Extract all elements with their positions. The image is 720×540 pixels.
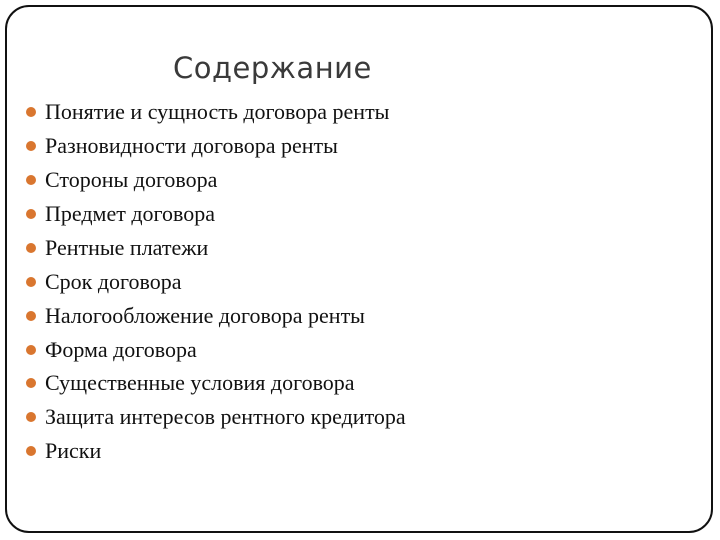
list-item-label: Риски bbox=[45, 438, 102, 463]
list-item-label: Стороны договора bbox=[45, 167, 218, 192]
list-item-label: Налогообложение договора ренты bbox=[45, 303, 365, 328]
list-item-label: Понятие и сущность договора ренты bbox=[45, 99, 390, 124]
list-item bbox=[22, 267, 182, 297]
list-item bbox=[22, 199, 215, 229]
list-item bbox=[22, 436, 101, 466]
bullet-icon bbox=[26, 345, 36, 355]
bullet-icon bbox=[26, 175, 36, 185]
list-item-label: Защита интересов рентного кредитора bbox=[45, 404, 406, 429]
list-item-label: Предмет договора bbox=[45, 201, 216, 226]
list-item bbox=[22, 233, 208, 263]
list-item-label: Разновидности договора ренты bbox=[45, 133, 338, 158]
list-item bbox=[22, 335, 197, 365]
list-item bbox=[22, 368, 355, 398]
list-item bbox=[22, 165, 217, 195]
slide-title: Содержание bbox=[173, 51, 372, 85]
list-item-label: Рентные платежи bbox=[45, 235, 209, 260]
list-item-label: Срок договора bbox=[45, 269, 182, 294]
bullet-icon bbox=[26, 107, 36, 117]
bullet-icon bbox=[26, 243, 36, 253]
bullet-icon bbox=[26, 311, 36, 321]
bullet-icon bbox=[26, 412, 36, 422]
bullet-icon bbox=[26, 277, 36, 287]
bullet-icon bbox=[26, 378, 36, 388]
bullet-icon bbox=[26, 446, 36, 456]
list-item-label: Форма договора bbox=[45, 337, 197, 362]
list-item bbox=[22, 301, 365, 331]
list-item bbox=[22, 97, 389, 127]
bullet-icon bbox=[26, 209, 36, 219]
bullet-icon bbox=[26, 141, 36, 151]
list-item bbox=[22, 402, 406, 432]
list-item-label: Существенные условия договора bbox=[45, 370, 355, 395]
list-item bbox=[22, 131, 338, 161]
